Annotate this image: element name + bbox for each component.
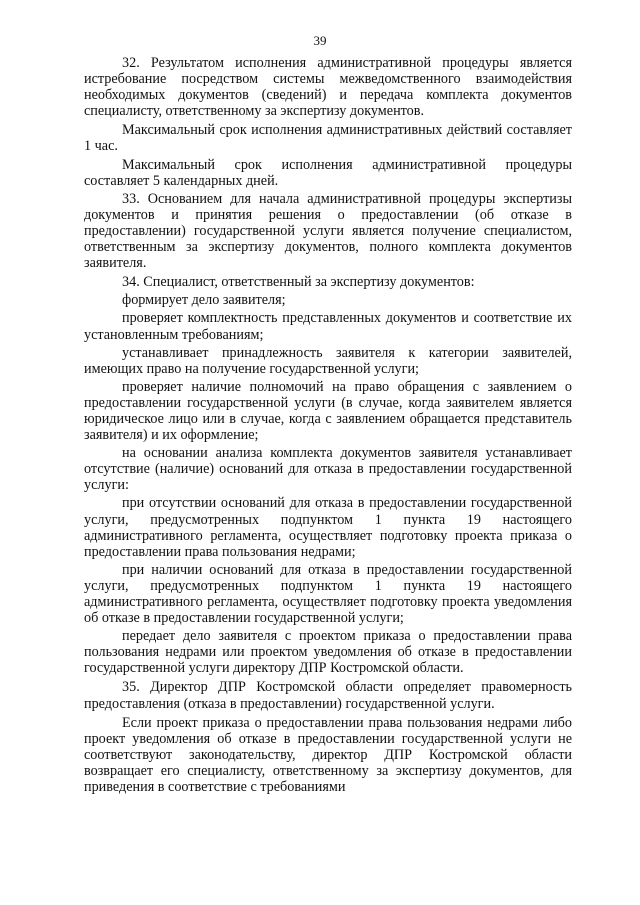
paragraph-33: 33. Основанием для начала административной процедуры экспертизы документов и принятия решения о предоставлении (об отказе в предоставлении) государственной услуги является получение специалистом, ответственным за экспертизу документов, полного комплекта документов заявителя. (84, 190, 572, 272)
list-item-no-grounds: при отсутствии оснований для отказа в предоставлении государственной услуги, предусмотренных подпунктом 1 пункта 19 настоящего административного регламента, осуществляет подготовку проекта приказа о предоставлении права пользования недрами; (84, 495, 572, 560)
list-item-grounds-present: при наличии оснований для отказа в предоставлении государственной услуги, предусмотренных подпунктом 1 пункта 19 настоящего административного регламента, осуществляет подготовку проекта уведомления об отказе в предоставлении государственной услуги; (84, 561, 572, 627)
list-item-analysis: на основании анализа комплекта документов заявителя устанавливает отсутствие (наличие) оснований для отказа в предоставлении государственной услуги: (84, 445, 572, 494)
page-number: 39 (313, 33, 327, 48)
list-item-establishes-category: устанавливает принадлежность заявителя к категории заявителей, имеющих право на получение государственной услуги; (84, 344, 572, 377)
paragraph-max-time-actions: Максимальный срок исполнения административных действий составляет 1 час. (84, 122, 572, 155)
list-item-transfers-case: передает дело заявителя с проектом приказа о предоставлении права пользования недрами или проектом уведомления об отказе в предоставлении государственной услуги директору ДПР Костромской области. (84, 628, 572, 677)
paragraph-34: 34. Специалист, ответственный за экспертизу документов: (122, 274, 475, 291)
paragraph-return-draft: Если проект приказа о предоставлении права пользования недрами либо проект уведомления об отказе в предоставлении государственной услуги не соответствуют законодательству, директор ДПР Костромской области возвращает его специалисту, ответственному за экспертизу документов, для приведения в соответствие с требованиями (84, 714, 572, 796)
paragraph-32: 32. Результатом исполнения административной процедуры является истребование посредством системы межведомственного взаимодействия необходимых документов (сведений) и передача комплекта документов специалисту, ответственному за экспертизу документов. (84, 55, 572, 120)
paragraph-35: 35. Директор ДПР Костромской области определяет правомерность предоставления (отказа в предоставлении) государственной услуги. (84, 679, 572, 712)
document-body (84, 55, 572, 798)
paragraph-max-time-procedure: Максимальный срок исполнения административной процедуры составляет 5 календарных дней. (84, 156, 572, 189)
list-item-checks-completeness: проверяет комплектность представленных документов и соответствие их установленным требованиям; (84, 310, 572, 343)
list-item-forms-case: формирует дело заявителя; (122, 292, 286, 309)
list-item-checks-authority: проверяет наличие полномочий на право обращения с заявлением о предоставлении государственной услуги (в случае, когда заявителем является юридическое лицо или в случае, когда с заявлением обращается представитель заявителя) и их оформление; (84, 378, 572, 444)
